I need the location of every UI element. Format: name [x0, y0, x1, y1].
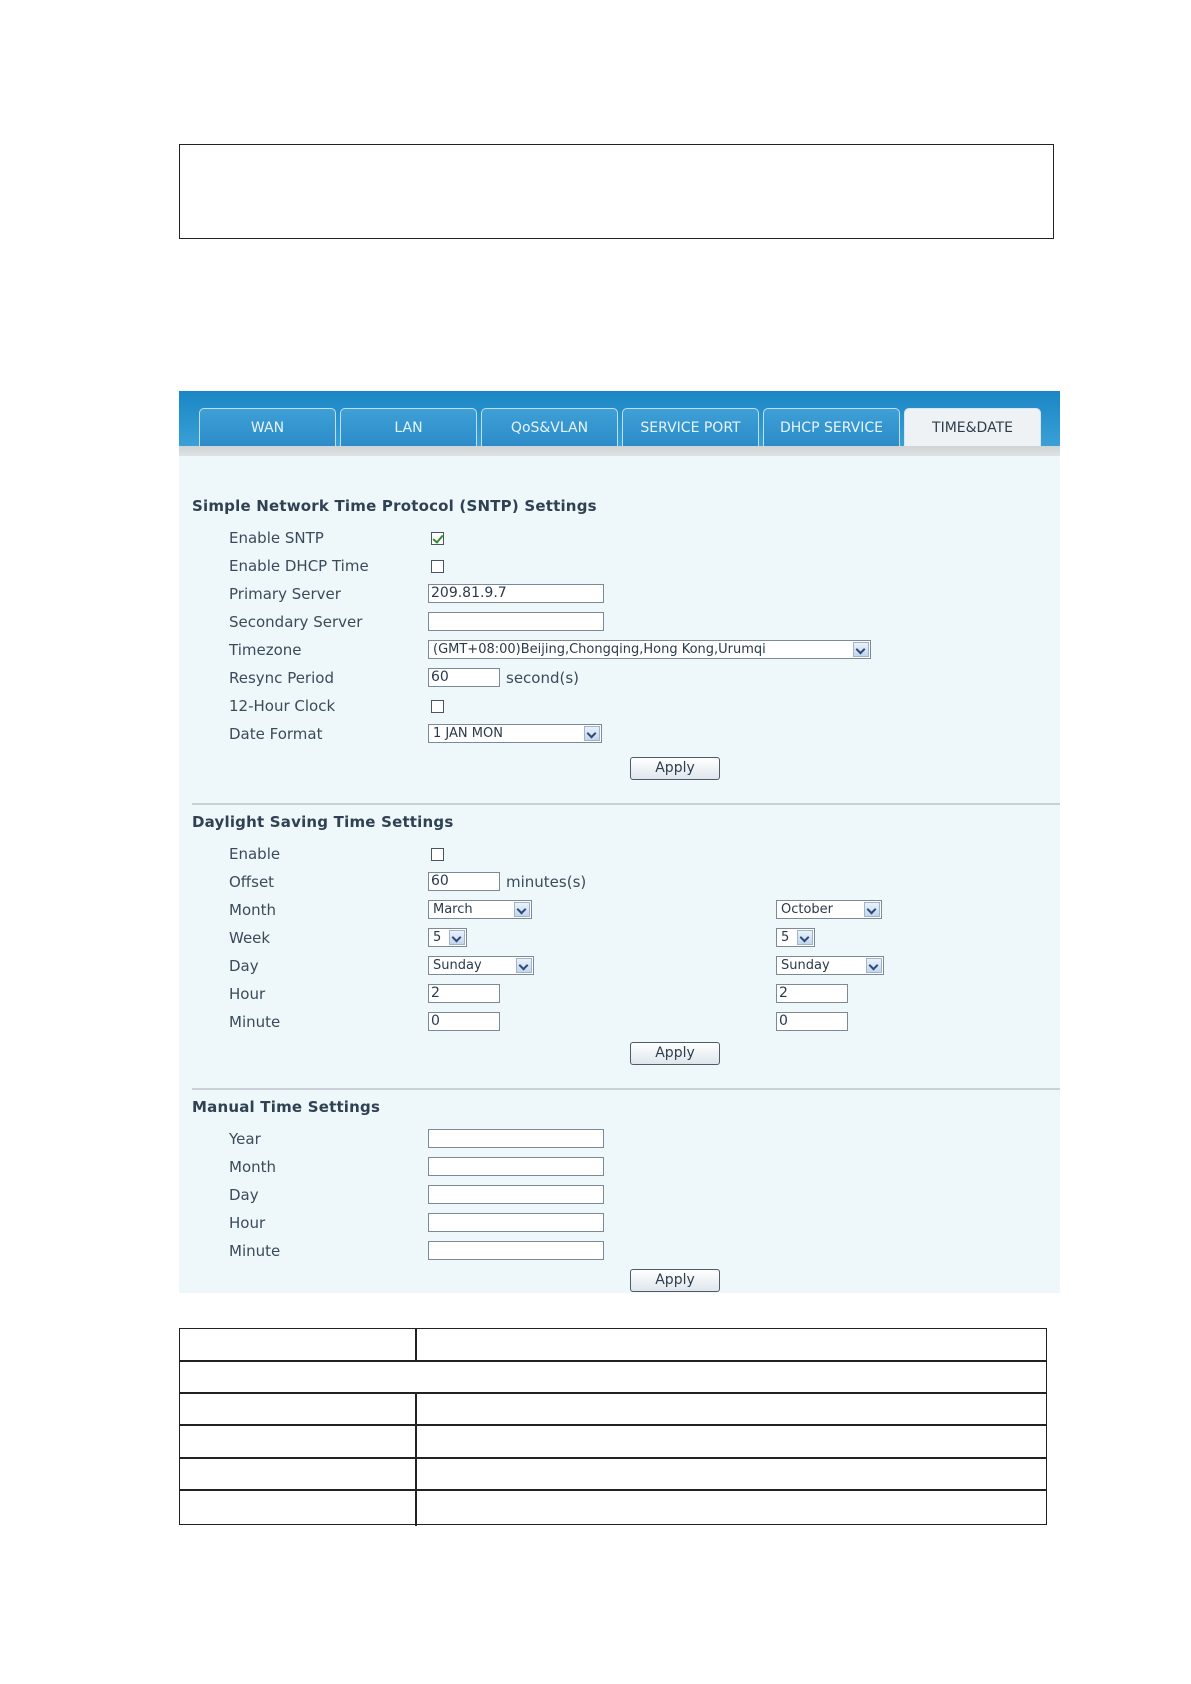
manual-year-input[interactable]: [428, 1129, 604, 1148]
chevron-down-icon: [449, 930, 465, 945]
chevron-down-icon: [514, 902, 530, 917]
sntp-apply-button[interactable]: Apply: [630, 757, 720, 780]
dst-month-label: Month: [229, 901, 277, 919]
resync-unit-label: second(s): [506, 669, 580, 687]
manual-day-input[interactable]: [428, 1185, 604, 1204]
dst-end-month-value: October: [781, 902, 834, 917]
dst-start-month-value: March: [433, 902, 473, 917]
dst-enable-checkbox[interactable]: [431, 848, 444, 861]
manual-section-title: Manual Time Settings: [192, 1098, 381, 1116]
date-format-value: 1 JAN MON: [433, 726, 503, 741]
table-row-divider: [180, 1457, 1046, 1459]
secondary-server-label: Secondary Server: [229, 613, 363, 631]
tab-bar-underline: [179, 446, 1060, 456]
chevron-down-icon: [516, 958, 532, 973]
manual-month-label: Month: [229, 1158, 277, 1176]
dst-end-hour-input[interactable]: 2: [776, 984, 848, 1003]
twelve-hour-clock-label: 12-Hour Clock: [229, 697, 336, 715]
dst-day-label: Day: [229, 957, 259, 975]
enable-dhcp-time-label: Enable DHCP Time: [229, 557, 369, 575]
dst-end-day-value: Sunday: [781, 958, 830, 973]
chevron-down-icon: [584, 726, 600, 741]
manual-day-label: Day: [229, 1186, 259, 1204]
manual-year-label: Year: [229, 1130, 261, 1148]
table-column-divider: [415, 1329, 417, 1361]
dst-hour-label: Hour: [229, 985, 266, 1003]
tab-bar: [179, 391, 1060, 446]
chevron-down-icon: [866, 958, 882, 973]
table-column-divider: [415, 1392, 417, 1526]
manual-hour-input[interactable]: [428, 1213, 604, 1232]
dst-start-minute-input[interactable]: 0: [428, 1012, 500, 1031]
dst-end-month-select[interactable]: [776, 900, 882, 919]
empty-parameter-table: [179, 1328, 1047, 1525]
empty-text-box: [179, 144, 1054, 239]
resync-period-label: Resync Period: [229, 669, 334, 687]
dst-offset-label: Offset: [229, 873, 275, 891]
timezone-select[interactable]: [428, 640, 871, 659]
manual-month-input[interactable]: [428, 1157, 604, 1176]
tab-wan[interactable]: WAN: [199, 408, 336, 446]
dst-start-hour-input[interactable]: 2: [428, 984, 500, 1003]
timezone-label: Timezone: [229, 641, 302, 659]
dst-start-day-select[interactable]: [428, 956, 534, 975]
dst-week-label: Week: [229, 929, 271, 947]
tab-dhcp-service[interactable]: DHCP SERVICE: [763, 408, 900, 446]
tab-time-date[interactable]: TIME&DATE: [904, 408, 1041, 446]
resync-period-input[interactable]: 60: [428, 668, 500, 687]
table-row-divider: [180, 1360, 1046, 1362]
dst-start-week-select[interactable]: [428, 928, 467, 947]
table-row-divider: [180, 1489, 1046, 1491]
date-format-label: Date Format: [229, 725, 323, 743]
dst-end-week-select[interactable]: [776, 928, 815, 947]
dst-start-week-value: 5: [433, 930, 442, 945]
manual-hour-label: Hour: [229, 1214, 266, 1232]
tab-qos-vlan[interactable]: QoS&VLAN: [481, 408, 618, 446]
time-date-settings-panel: [179, 391, 1060, 1293]
dst-offset-unit-label: minutes(s): [506, 873, 587, 891]
manual-minute-input[interactable]: [428, 1241, 604, 1260]
enable-sntp-checkbox[interactable]: [431, 532, 444, 545]
secondary-server-input[interactable]: [428, 612, 604, 631]
dst-end-day-select[interactable]: [776, 956, 884, 975]
primary-server-label: Primary Server: [229, 585, 341, 603]
chevron-down-icon: [864, 902, 880, 917]
sntp-section-title: Simple Network Time Protocol (SNTP) Settings: [192, 497, 597, 515]
section-divider: [192, 1088, 1060, 1090]
dst-end-week-value: 5: [781, 930, 790, 945]
twelve-hour-clock-checkbox[interactable]: [431, 700, 444, 713]
primary-server-input[interactable]: 209.81.9.7: [428, 584, 604, 603]
chevron-down-icon: [797, 930, 813, 945]
manual-apply-button[interactable]: Apply: [630, 1269, 720, 1292]
table-row-divider: [180, 1424, 1046, 1426]
tab-service-port[interactable]: SERVICE PORT: [622, 408, 759, 446]
dst-minute-label: Minute: [229, 1013, 281, 1031]
dst-section-title: Daylight Saving Time Settings: [192, 813, 454, 831]
timezone-value: (GMT+08:00)Beijing,Chongqing,Hong Kong,Urumqi: [433, 642, 766, 657]
dst-start-month-select[interactable]: [428, 900, 532, 919]
dst-apply-button[interactable]: Apply: [630, 1042, 720, 1065]
dst-offset-input[interactable]: 60: [428, 872, 500, 891]
dst-enable-label: Enable: [229, 845, 281, 863]
manual-minute-label: Minute: [229, 1242, 281, 1260]
chevron-down-icon: [853, 642, 869, 657]
table-row-divider: [180, 1392, 1046, 1394]
tab-lan[interactable]: LAN: [340, 408, 477, 446]
dst-start-day-value: Sunday: [433, 958, 482, 973]
date-format-select[interactable]: [428, 724, 602, 743]
enable-dhcp-time-checkbox[interactable]: [431, 560, 444, 573]
enable-sntp-label: Enable SNTP: [229, 529, 324, 547]
dst-end-minute-input[interactable]: 0: [776, 1012, 848, 1031]
section-divider: [192, 803, 1060, 805]
